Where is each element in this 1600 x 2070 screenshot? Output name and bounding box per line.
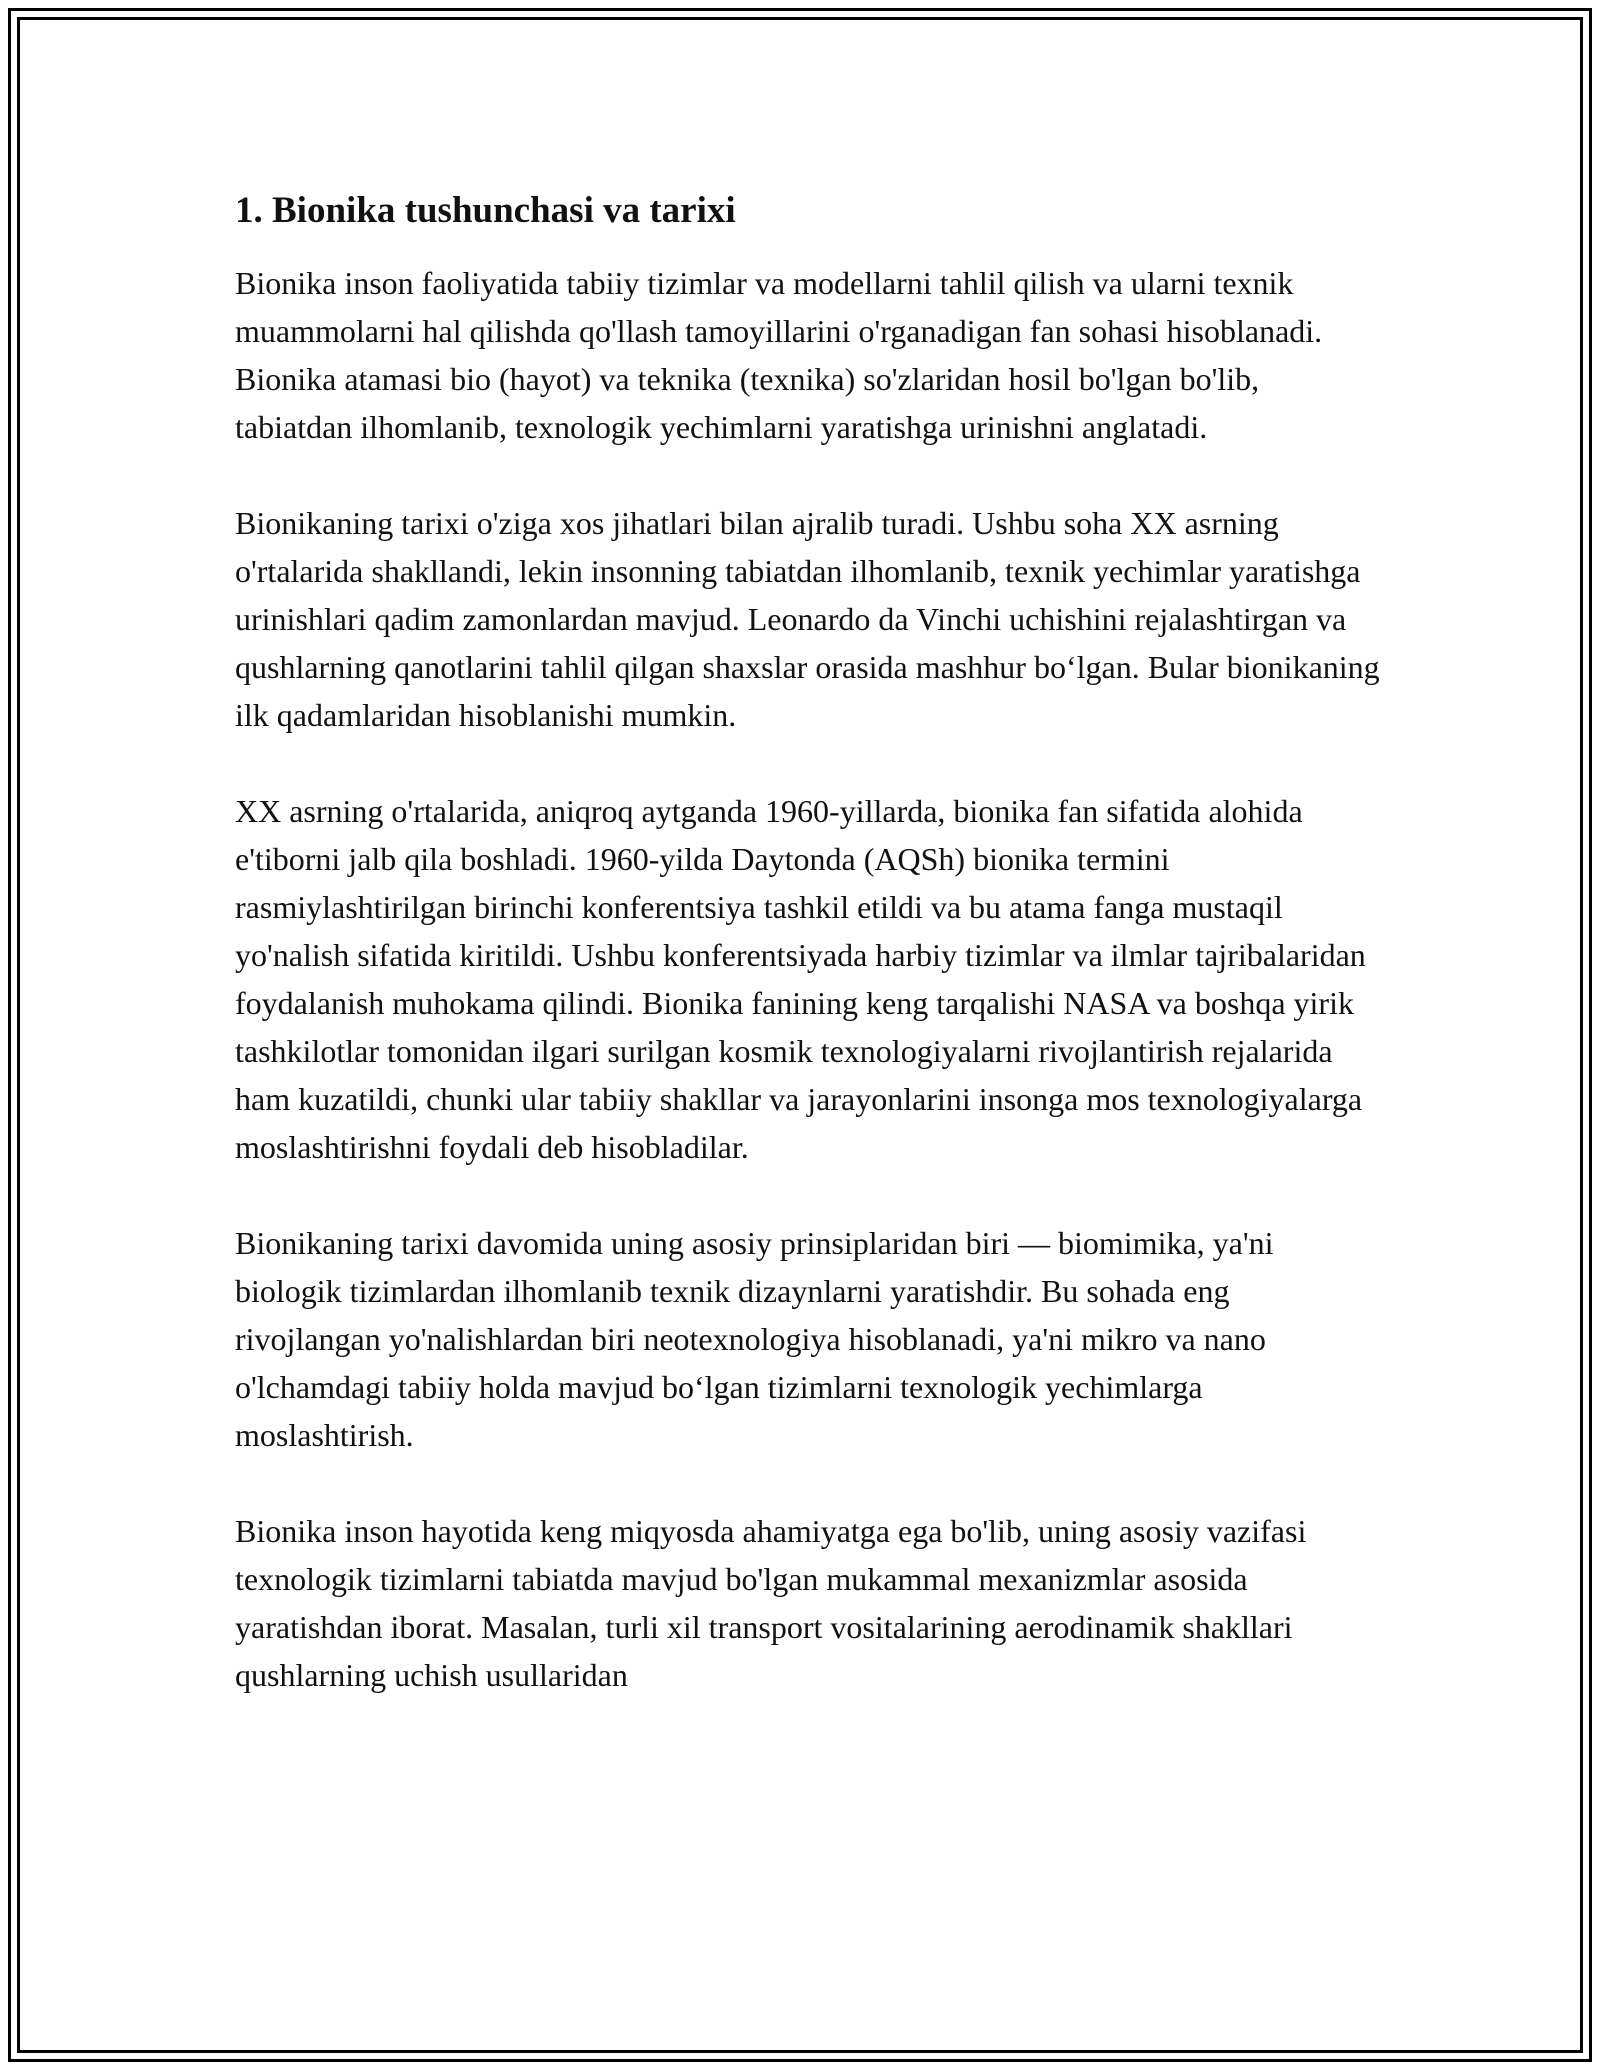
paragraph-history: Bionikaning tarixi o'ziga xos jihatlari bilan ajralib turadi. Ushbu soha XX asrning o'rtalarida shakllandi, lekin insonning tabiatdan ilhomlanib, texnik yechimlar yaratishga urinishlari qadim zamonlardan mavjud. Leonardo da Vinchi uchishini rejalashtirgan va qushlarning qanotlarini tahlil qilgan shaxslar orasida mashhur bo‘lgan. Bular bionikaning ilk qadamlaridan hisoblanishi mumkin. (235, 505, 1380, 733)
document-body (235, 185, 1380, 1747)
paragraph-biomimicry: Bionikaning tarixi davomida uning asosiy prinsiplaridan biri — biomimika, ya'ni biologik tizimlardan ilhomlanib texnik dizaynlarni yaratishdir. Bu sohada eng rivojlangan yo'nalishlardan biri neotexnologiya hisoblanadi, ya'ni mikro va nano o'lchamdagi tabiiy holda mavjud bo‘lgan tizimlarni texnologik yechimlarga moslashtirish. (235, 1225, 1274, 1453)
paragraph-definition: Bionika inson faoliyatida tabiiy tizimlar va modellarni tahlil qilish va ularni texnik muammolarni hal qilishda qo'llash tamoyillarini o'rganadigan fan sohasi hisoblanadi. Bionika atamasi bio (hayot) va teknika (texnika) so'zlaridan hosil bo'lgan bo'lib, tabiatdan ilhomlanib, texnologik yechimlarni yaratishga urinishni anglatadi. (235, 265, 1323, 445)
paragraph-importance: Bionika inson hayotida keng miqyosda ahamiyatga ega bo'lib, uning asosiy vazifasi texnologik tizimlarni tabiatda mavjud bo'lgan mukammal mexanizmlar asosida yaratishdan iborat. Masalan, turli xil transport vositalarining aerodinamik shakllari qushlarning uchish usullaridan (235, 1513, 1307, 1693)
document-title: 1. Bionika tushunchasi va tarixi (235, 190, 736, 231)
paragraph-1960s: XX asrning o'rtalarida, aniqroq aytganda 1960-yillarda, bionika fan sifatida alohida e'tiborni jalb qila boshladi. 1960-yilda Daytonda (AQSh) bionika termini rasmiylashtirilgan birinchi konferentsiya tashkil etildi va bu atama fanga mustaqil yo'nalish sifatida kiritildi. Ushbu konferentsiyada harbiy tizimlar va ilmlar tajribalaridan foydalanish muhokama qilindi. Bionika fanining keng tarqalishi NASA va boshqa yirik tashkilotlar tomonidan ilgari surilgan kosmik texnologiyalarni rivojlantirish rejalarida ham kuzatildi, chunki ular tabiiy shakllar va jarayonlarini insonga mos texnologiyalarga moslashtirishni foydali deb hisobladilar. (235, 793, 1366, 1165)
